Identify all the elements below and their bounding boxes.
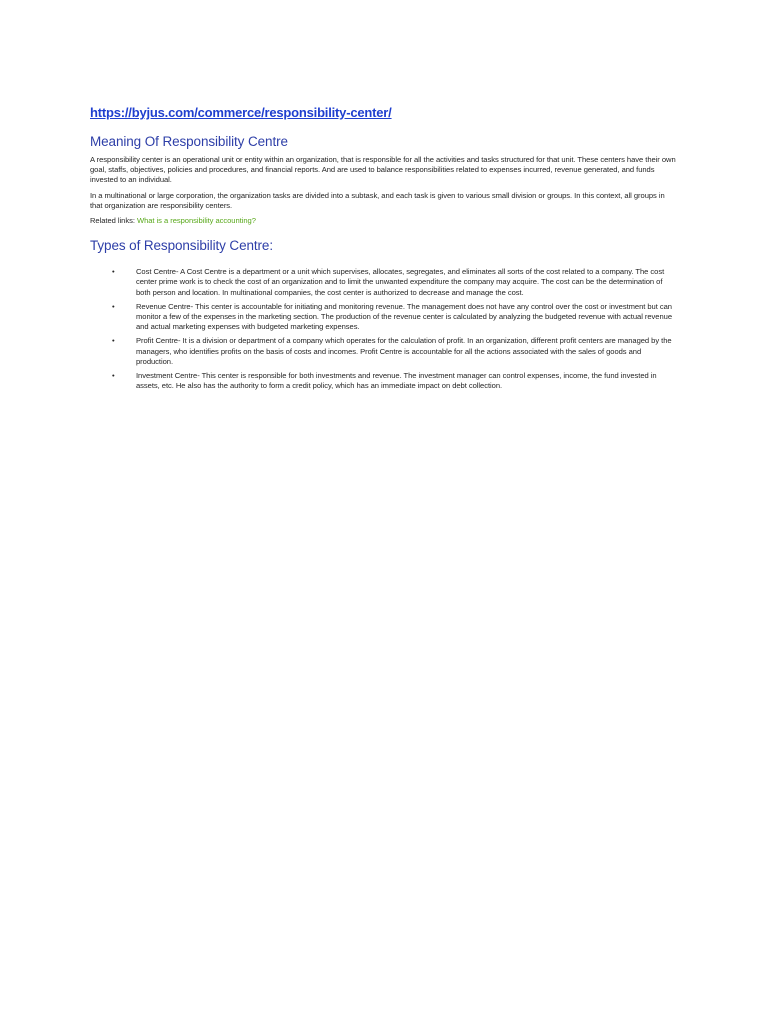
related-links-label: Related links: xyxy=(90,216,135,226)
source-url-link[interactable]: https://byjus.com/commerce/responsibility-center/ xyxy=(90,105,392,120)
list-item-text: Revenue Centre- This center is accountable for initiating and monitoring revenue. The management does not have any control over the cost or investment but can monitor a few of the expenses in the marketing section. The production of the revenue center is calculated by analyzing the budgeted revenue with actual revenue and actual marketing expenses with budgeted marketing expenses. xyxy=(136,301,672,332)
types-list xyxy=(90,267,678,391)
related-link-responsibility-accounting[interactable]: What is a responsibility accounting? xyxy=(136,216,256,226)
related-links-line xyxy=(90,216,678,226)
list-item-revenue-centre xyxy=(90,302,678,333)
list-item-text: Profit Centre- It is a division or department of a company which operates for the calculation of profit. In an organization, different profit centers are managed by the managers, who identifies profits on the basis of costs and incomes. Profit Centre is accountable for all the actions associated with the sales of goods and production. xyxy=(136,336,672,366)
list-item-text: Cost Centre- A Cost Centre is a department or a unit which supervises, allocates, segregates, and eliminates all sorts of the cost related to a company. The cost center prime work is to check the cost of an organization and to limit the unwanted expenditure the company may acquire. The cost can be the determination of both person and location. In multinational companies, the cost center is authorized to decrease and manage the cost. xyxy=(136,267,665,297)
types-heading: Types of Responsibility Centre: xyxy=(90,238,273,254)
bullet-icon: • xyxy=(112,267,115,277)
meaning-paragraph-1: A responsibility center is an operational unit or entity within an organization, that is responsible for all the activities and tasks structured for that unit. These centers have their own goal, staffs, objectives, policies and procedures, and financial reports. And are used to balance responsibilities related to expenses incurred, revenue generated, and funds invested to an individual. xyxy=(90,155,676,185)
bullet-icon: • xyxy=(112,336,115,346)
meaning-heading: Meaning Of Responsibility Centre xyxy=(90,134,288,149)
list-item-text: Investment Centre- This center is responsible for both investments and revenue. The investment manager can control expenses, income, the fund invested in assets, etc. He also has the authority to form a credit policy, which has an immediate impact on debt collection. xyxy=(136,371,657,391)
list-item-investment-centre xyxy=(90,371,678,391)
bullet-icon: • xyxy=(112,301,115,311)
bullet-icon: • xyxy=(112,371,115,381)
document-page xyxy=(90,104,678,395)
list-item-cost-centre xyxy=(90,267,678,298)
list-item-profit-centre xyxy=(90,336,678,367)
meaning-paragraph-2: In a multinational or large corporation, the organization tasks are divided into a subtask, and each task is given to various small division or groups. In this context, all groups in that organization are responsibility centers. xyxy=(90,190,665,210)
